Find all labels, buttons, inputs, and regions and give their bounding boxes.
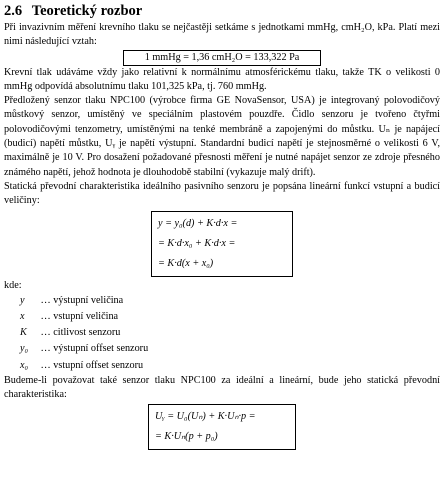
equation-static-characteristic (151, 211, 293, 277)
paragraph-static-characteristic: Statická převodní charakteristika ideálního pasivního senzoru je popsána lineární funkcí vstupní a budicí veličiny: (4, 180, 440, 207)
equation-line: = K·d·x₀ + K·d·x = (158, 237, 236, 249)
definitions-list (20, 293, 440, 374)
paragraph-units-intro: Při invazivním měření krevního tlaku se nejčastěji setkáme s jednotkami mmHg, cmH₂O, kPa. Platí mezi nimi následující vztah: (4, 22, 440, 48)
equation-line: Uᵧ = U₀(Uₙ) + K·Uₙ·p = (155, 411, 256, 423)
definition-item: y₀ … výstupní offset senzoru (20, 343, 149, 355)
section-heading (4, 2, 440, 20)
equation-npc100-characteristic (148, 404, 296, 450)
definition-item: x … vstupní veličina (20, 311, 119, 323)
paragraph-relative-pressure: Krevní tlak udáváme vždy jako relativní k normálnímu atmosférickému tlaku, takže TK o velikosti 0 mmHg odpovídá absolutnímu tlaku 101,325 kPa, tj. 760 mmHg. (4, 66, 440, 92)
equation-line: = K·Uₙ(p + p₀) (155, 431, 218, 443)
section-title: Teoretický rozbor (31, 3, 143, 19)
definition-item: K … citlivost senzoru (20, 327, 121, 339)
definitions-intro: kde: (4, 279, 22, 291)
paragraph-sensor-description: Předložený senzor tlaku NPC100 (výrobce firma GE NovaSensor, USA) je integrovaný polovodičový můstkový senzor, umístěný ve speciálním plastovém pouzdře. Čidlo senzoru je tvořeno čtyřmi polovodičovými tenzometry, umístěnými na tenké membráně a zapojenými do můstku. Uₙ je napájecí (budicí) napětí můstku, Uᵧ je napětí výstupní. Standardní budicí napětí je stejnosměrné o velikosti 6 V, maximálně je 10 V. Pro dosažení požadované přesnosti měření je nutné napájet senzor ze zdroje přesného známého napětí, jehož hodnota je dlouhodobě stabilní (vykazuje malý drift). (4, 95, 440, 178)
section-number: 2.6 (4, 3, 23, 19)
equation-line: y = y₀(d) + K·d·x = (158, 217, 238, 229)
document-page (4, 2, 440, 452)
paragraph-npc100-characteristic: Budeme-li považovat také senzor tlaku NPC100 za ideální a lineární, bude jeho statická převodní charakteristika: (4, 374, 440, 401)
equation-line: = K·d(x + x₀) (158, 257, 214, 269)
definition-item: x₀ … vstupní offset senzoru (20, 359, 144, 371)
definition-item: y … výstupní veličina (20, 294, 124, 306)
equation-units: 1 mmHg = 1,36 cmH₂O = 133,322 Pa (123, 50, 321, 66)
